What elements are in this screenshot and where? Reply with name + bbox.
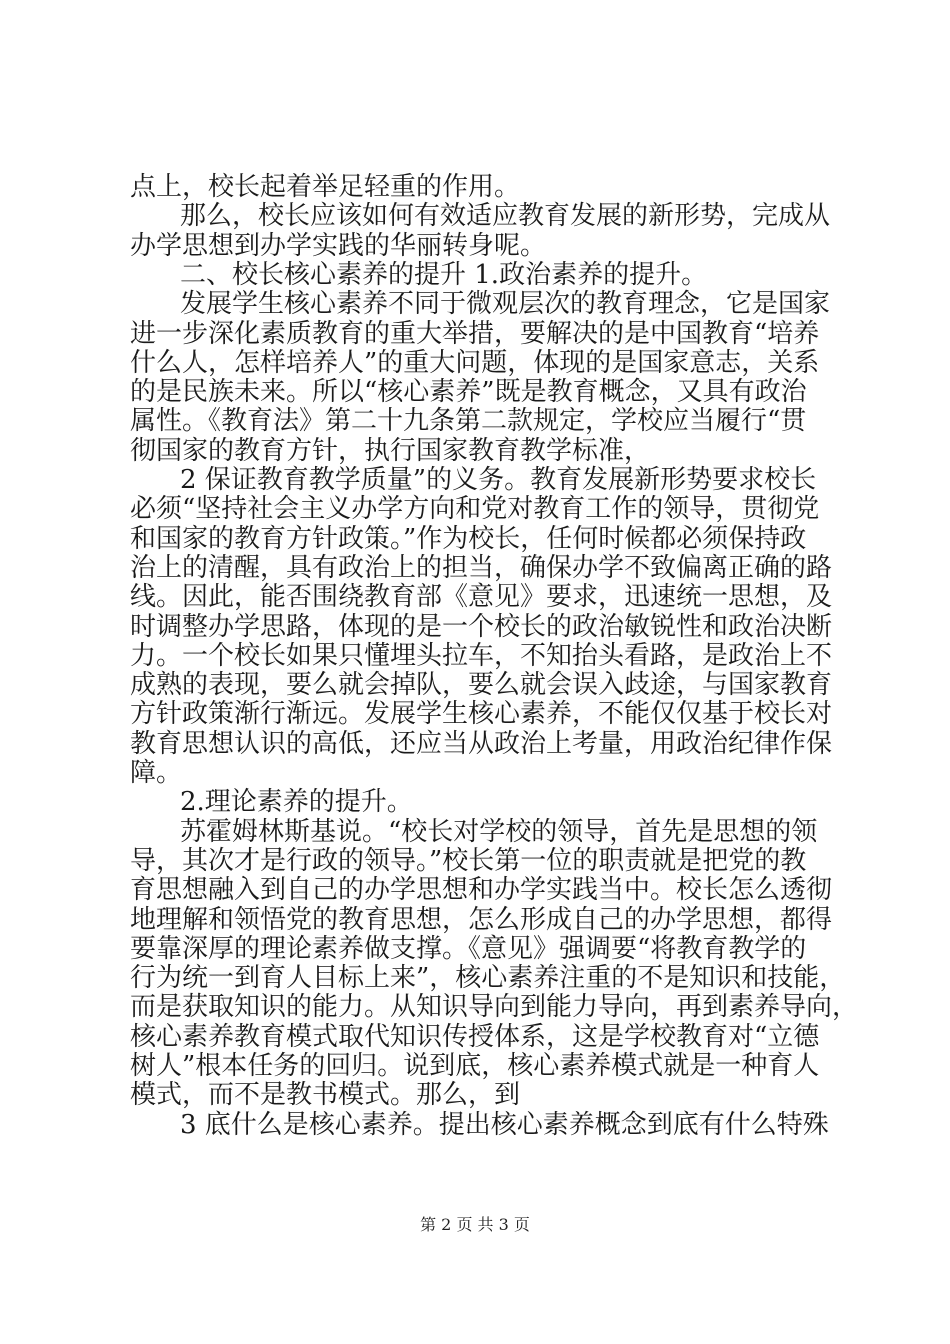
text-line: 点上，校长起着举足轻重的作用。	[130, 172, 521, 202]
text-line: 苏霍姆林斯基说。“校长对学校的领导，首先是思想的领	[180, 816, 818, 847]
text-line: 属性。《教育法》第二十九条第二款规定，学校应当履行“贯	[130, 406, 807, 437]
text-line: 发展学生核心素养不同于微观层次的教育理念，它是国家	[180, 289, 831, 320]
text-line: 进一步深化素质教育的重大举措，要解决的是中国教育“培养	[130, 318, 820, 349]
page-footer: 第 2 页 共 3 页	[420, 1215, 530, 1234]
text-line: 行为统一到育人目标上来”，核心素养注重的不是知识和技能，	[130, 963, 846, 994]
text-line: 二、校长核心素养的提升 1.政治素养的提升。	[180, 259, 708, 290]
text-line: 和国家的教育方针政策。”作为校长，任何时候都必须保持政	[130, 523, 807, 554]
text-line: 育思想融入到自己的办学思想和办学实践当中。校长怎么透彻	[130, 875, 833, 906]
text-line: 2 保证教育教学质量”的义务。教育发展新形势要求校长	[180, 465, 817, 495]
text-line: 3 底什么是核心素养。提出核心素养概念到底有什么特殊	[180, 1109, 829, 1140]
text-line: 办学思想到办学实践的华丽转身呢。	[130, 230, 547, 261]
text-line: 那么，校长应该如何有效适应教育发展的新形势，完成从	[180, 201, 831, 232]
text-line: 教育思想认识的高低，还应当从政治上考量，用政治纪律作保	[130, 728, 833, 759]
text-line: 要靠深厚的理论素养做支撑。《意见》强调要“将教育教学的	[130, 933, 807, 964]
text-line: 导，其次才是行政的领导。”校长第一位的职责就是把党的教	[130, 845, 807, 876]
text-line: 而是获取知识的能力。从知识导向到能力导向，再到素养导向，	[130, 992, 859, 1023]
text-line: 时调整办学思路，体现的是一个校长的政治敏锐性和政治决断	[130, 611, 833, 642]
text-line: 方针政策渐行渐远。发展学生核心素养，不能仅仅基于校长对	[130, 699, 833, 730]
text-line: 树人”根本任务的回归。说到底，核心素养模式就是一种育人	[130, 1051, 820, 1081]
text-line: 2.理论素养的提升。	[180, 787, 413, 818]
text-line: 彻国家的教育方针，执行国家教育教学标准，	[130, 435, 651, 466]
text-line: 模式，而不是教书模式。那么，到	[130, 1080, 521, 1111]
text-line: 障。	[130, 758, 183, 788]
text-line: 力。一个校长如果只懂埋头拉车，不知抬头看路，是政治上不	[130, 640, 833, 671]
text-line: 治上的清醒，具有政治上的担当，确保办学不致偏离正确的路	[130, 552, 833, 583]
text-line: 核心素养教育模式取代知识传授体系，这是学校教育对“立德	[130, 1021, 820, 1052]
text-line: 必须“坚持社会主义办学方向和党对教育工作的领导，贯彻党	[130, 494, 820, 525]
text-line: 什么人，怎样培养人”的重大问题，体现的是国家意志，关系	[130, 347, 820, 378]
text-line: 地理解和领悟党的教育思想，怎么形成自己的办学思想，都得	[130, 904, 833, 935]
text-line: 线。因此，能否围绕教育部《意见》要求，迅速统一思想，及	[130, 582, 833, 613]
text-line: 的是民族未来。所以“核心素养”既是教育概念，又具有政治	[130, 377, 807, 408]
text-line: 成熟的表现，要么就会掉队，要么就会误入歧途，与国家教育	[130, 670, 833, 701]
